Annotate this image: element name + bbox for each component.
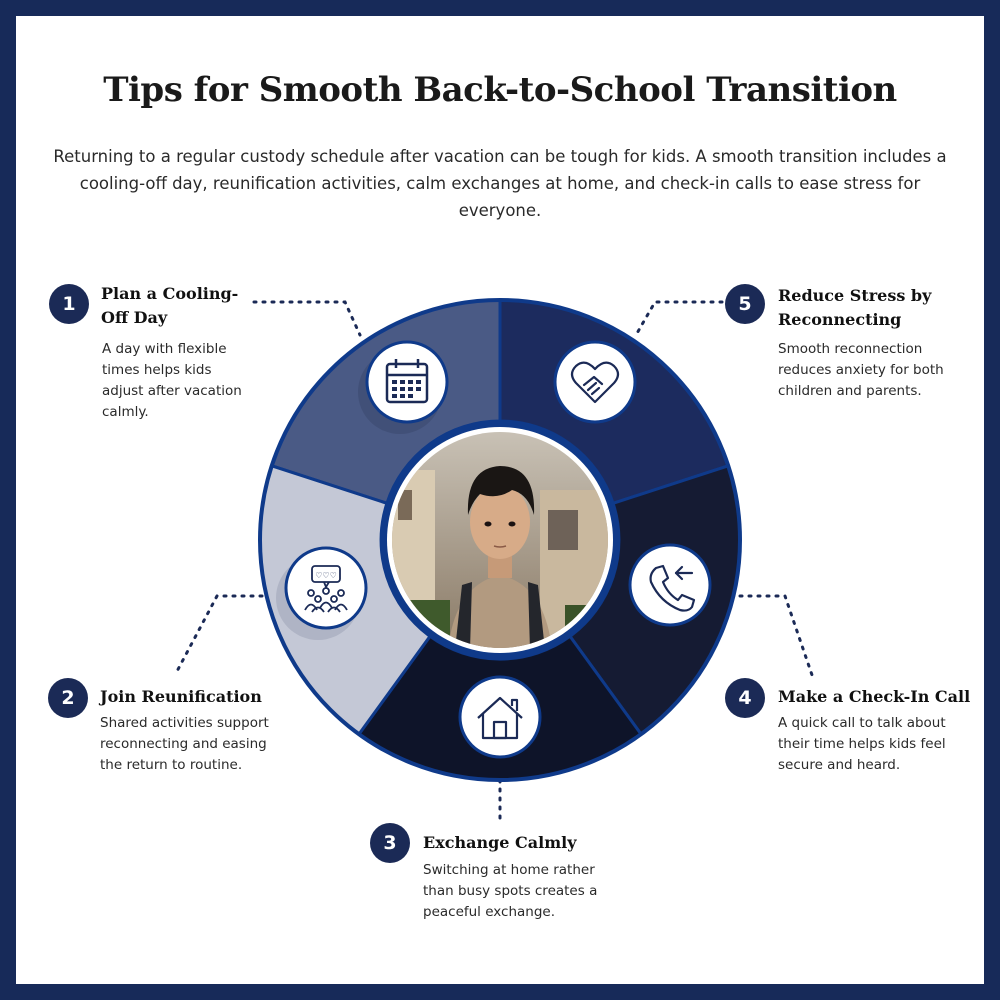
step-4-badge: 4: [725, 678, 765, 718]
step-2-badge: 2: [48, 678, 88, 718]
step-2-title: Join Reunification: [100, 687, 262, 706]
center-photo-child: [380, 420, 620, 660]
step-3-description: Switching at home rather than busy spots creates a peaceful exchange.: [423, 862, 598, 920]
step-1-description: A day with flexible times helps kids adjust after vacation calmly.: [102, 341, 242, 420]
step-1-title: [101, 282, 251, 330]
icon-home-bubble: [460, 677, 540, 757]
icon-phone-bubble: [630, 545, 710, 625]
intro-paragraph: Returning to a regular custody schedule after vacation can be tough for kids. A smooth transition includes a cooling-off day, reunification activities, calm exchanges at home, and check-in calls to ease stress for everyone.: [53, 147, 947, 220]
step-5-badge: 5: [725, 284, 765, 324]
step-3-badge: 3: [370, 823, 410, 863]
step-1-title-line-1: Plan a Cooling-: [101, 284, 239, 303]
step-4-description: A quick call to talk about their time helps kids feel secure and heard.: [778, 715, 946, 773]
step-5-title: [778, 284, 968, 332]
step-5-description: Smooth reconnection reduces anxiety for both children and parents.: [778, 341, 944, 399]
connector-step-2: [175, 596, 262, 675]
step-1-title-line-2: Off Day: [101, 308, 168, 327]
connector-step-5: [636, 302, 722, 335]
connector-step-4: [740, 596, 812, 675]
connector-step-1: [254, 302, 360, 335]
svg-text:♡♡♡: ♡♡♡: [315, 571, 337, 580]
step-1-badge: 1: [49, 284, 89, 324]
step-5-title-line-1: Reduce Stress by: [778, 286, 932, 305]
step-3-title: Exchange Calmly: [423, 833, 577, 852]
step-5-title-line-2: Reconnecting: [778, 310, 902, 329]
step-4-title: Make a Check-In Call: [778, 687, 971, 706]
step-2-description: Shared activities support reconnecting and easing the return to routine.: [100, 715, 269, 773]
page-title: Tips for Smooth Back-to-School Transition: [103, 70, 897, 110]
icon-heart-handshake-bubble: [555, 342, 635, 422]
